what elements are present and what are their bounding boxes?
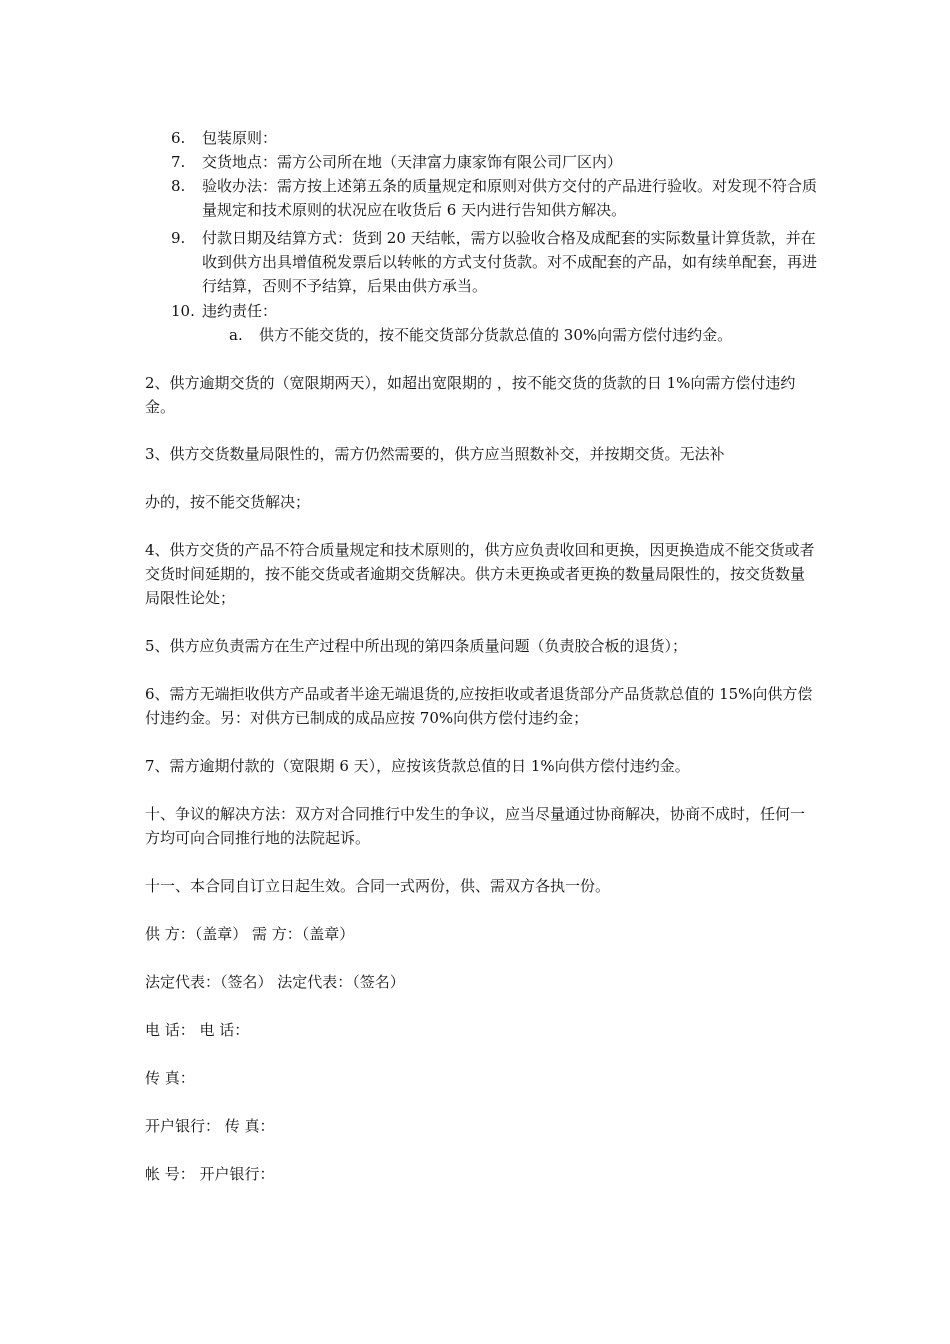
clause-3-continuation: 办的，按不能交货解决；	[145, 493, 311, 511]
list-number: 9.	[171, 229, 186, 247]
fax-line: 传 真：	[145, 1069, 195, 1087]
clause-7-paragraph: 7、需方逾期付款的（宽限期 6 天），应按该货款总值的日 1%向供方偿付违约金。	[145, 757, 690, 775]
bank-line: 开户银行： 传 真：	[145, 1117, 275, 1135]
clause-5-paragraph: 5、供方应负责需方在生产过程中所出现的第四条质量问题（负责胶合板的退货）；	[145, 637, 688, 655]
list-number: 10.	[171, 302, 195, 320]
list-text: 包装原则：	[202, 129, 278, 147]
list-text: 验收办法：需方按上述第五条的质量规定和原则对供方交付的产品进行验收。对发现不符合质量规定和技术原则的状况应在收货后 6 天内进行告知供方解决。	[202, 177, 818, 219]
list-item-7	[171, 150, 821, 174]
list-text: 付款日期及结算方式：货到 20 天结帐，需方以验收合格及成配套的实际数量计算货款，并在收到供方出具增值税发票后以转帐的方式支付货款。对不成配套的产品，如有续单配套，再进行结算，否则不予结算，后果由供方承当。	[202, 229, 818, 295]
sub-list-text: 供方不能交货的，按不能交货部分货款总值的 30%向需方偿付违约金。	[259, 326, 733, 344]
phone-line: 电 话： 电 话：	[145, 1021, 250, 1039]
list-item-9	[171, 226, 821, 298]
list-text: 交货地点：需方公司所在地（天津富力康家饰有限公司厂区内）	[202, 153, 623, 171]
legal-representative-line: 法定代表：（签名） 法定代表：（签名）	[145, 973, 405, 991]
list-item-8	[171, 174, 821, 222]
sub-list-number: a.	[229, 326, 243, 344]
clause-6-paragraph: 6、需方无端拒收供方产品或者半途无端退货的,应按拒收或者退货部分产品货款总值的 15%向供方偿付违约金。另：对供方已制成的成品应按 70%向供方偿付违约金；	[145, 685, 813, 727]
effective-date-paragraph: 十一、本合同自订立日起生效。合同一式两份，供、需双方各执一份。	[145, 877, 611, 895]
account-line: 帐 号： 开户银行：	[145, 1165, 275, 1183]
sub-list-item-a	[229, 323, 732, 347]
list-text: 违约责任：	[202, 302, 278, 320]
clause-2-paragraph: 2、供方逾期交货的（宽限期两天），如超出宽限期的 ，按不能交货的货款的日 1%向需方偿付违约金。	[145, 374, 796, 416]
list-number: 7.	[171, 153, 186, 171]
signature-seal-line: 供 方：（盖章） 需 方：（盖章）	[145, 925, 355, 943]
clause-4-paragraph: 4、供方交货的产品不符合质量规定和技术原则的，供方应负责收回和更换，因更换造成不能交货或者交货时间延期的，按不能交货或者逾期交货解决。供方未更换或者更换的数量局限性的，按交货数量局限性论处；	[145, 541, 815, 607]
list-item-10	[171, 299, 821, 323]
list-number: 8.	[171, 177, 186, 195]
clause-3-paragraph: 3、供方交货数量局限性的，需方仍然需要的，供方应当照数补交，并按期交货。无法补	[145, 445, 725, 463]
list-number: 6.	[171, 129, 186, 147]
dispute-resolution-paragraph: 十、争议的解决方法：双方对合同推行中发生的争议，应当尽量通过协商解决，协商不成时，任何一方均可向合同推行地的法院起诉。	[145, 805, 806, 847]
list-item-6	[171, 126, 821, 150]
